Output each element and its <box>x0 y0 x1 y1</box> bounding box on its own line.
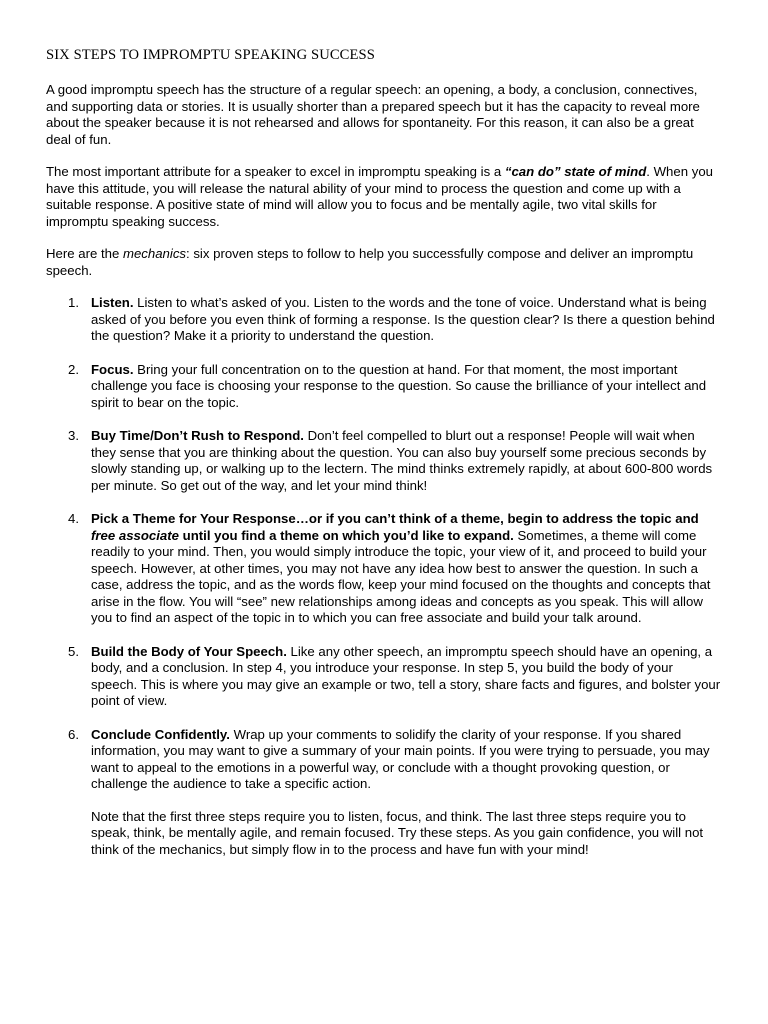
step-heading: Listen. <box>91 295 134 310</box>
intro-paragraph-2-text-start: The most important attribute for a speaker to excel in impromptu speaking is a <box>46 164 505 179</box>
intro-paragraph-3-text-start: Here are the <box>46 246 123 261</box>
step-heading-part-2: until you find a theme on which you’d like to expand. <box>178 527 514 543</box>
step-text <box>91 644 722 710</box>
step-body: Listen to what’s asked of you. Listen to the words and the tone of voice. Understand what is being asked of you before you even think of forming a response. Is the question clear? Is there a question behind the question? Make it a priority to understand the question. <box>91 295 715 343</box>
step-item-4 <box>46 511 722 627</box>
step-body: Don’t feel compelled to blurt out a response! People will wait when they sense that you are thinking about the question. You can also buy yourself some precious seconds by slowly standing up, or walking up to the lectern. The mind thinks extremely rapidly, at about 600-800 words per minute. So get out of the way, and let your mind think! <box>91 428 713 493</box>
step-item-2 <box>46 362 722 412</box>
step-body: Like any other speech, an impromptu speech should have an opening, a body, and a conclusion. In step 4, you introduce your response. In step 5, you build the body of your speech. This is where you may give an example or two, tell a story, share facts and figures, and bolster your point of view. <box>91 643 721 708</box>
step-item-6 <box>46 727 722 859</box>
step-number: 5. <box>68 643 79 659</box>
step-number: 6. <box>68 726 79 742</box>
step-heading: Buy Time/Don’t Rush to Respond. <box>91 428 304 443</box>
intro-paragraph-1-text: A good impromptu speech has the structure of a regular speech: an opening, a body, a conclusion, connectives, and supporting data or stories. It is usually shorter than a prepared speech but it has the capacity to reveal more about the speaker because it is not rehearsed and allows for spontaneity. For this reason, it can also be a great deal of fun. <box>46 82 700 147</box>
step-number: 4. <box>68 511 79 526</box>
step-text <box>91 428 722 494</box>
step-text <box>91 511 722 627</box>
document-page <box>46 46 722 875</box>
step-item-3 <box>46 428 722 494</box>
step-body: Wrap up your comments to solidify the clarity of your response. If you shared information, you may want to give a summary of your main points. If you were trying to persuade, you may want to appeal to the emotions in a powerful way, or conclude with a thought provoking question, or challenge the audience to take a specific action. <box>91 726 710 791</box>
document-title: SIX STEPS TO IMPROMPTU SPEAKING SUCCESS <box>46 47 375 63</box>
step-body: Sometimes, a theme will come readily to your mind. Then, you would simply introduce the topic, your view of it, and proceed to build your speech. However, at other times, you may not have any idea how best to answer the question. In such a case, address the topic, and as the words flow, keep your mind focused on the thoughts and concepts that arise in the flow. You will “see” new relationships among ideas and concepts as you speak. This will allow you to find an aspect of the topic in to which you can free associate and build your talk around. <box>91 527 711 625</box>
step-number: 1. <box>68 295 79 310</box>
step-heading-italic: free associate <box>91 527 179 543</box>
intro-emphasis-mechanics: mechanics <box>122 246 187 261</box>
step-text <box>91 362 722 412</box>
intro-paragraph-2 <box>46 164 722 230</box>
intro-emphasis-can-do: “can do” state of mind <box>504 164 647 179</box>
step-item-1 <box>46 295 722 345</box>
intro-paragraph-2-text-end: . When you have this attitude, you will release the natural ability of your mind to process the question and come up with a suitable response. A positive state of mind will allow you to focus and be mentally agile, two vital skills for impromptu speaking success. <box>46 164 713 229</box>
intro-paragraph-3 <box>46 246 722 279</box>
step-text <box>91 727 722 793</box>
intro-paragraph-1 <box>46 82 722 148</box>
steps-list <box>46 295 722 858</box>
step-heading: Focus. <box>91 361 134 377</box>
step-body: Bring your full concentration on to the question at hand. For that moment, the most important challenge you face is choosing your response to the question. So cause the brilliance of your intellect and spirit to bear on the topic. <box>91 361 707 410</box>
closing-note: Note that the first three steps require you to listen, focus, and think. The last three steps require you to speak, think, be mentally agile, and remain focused. Try these steps. As you gain confidence, you will not think of the mechanics, but simply flow in to the process and have fun with your mind! <box>91 808 704 857</box>
intro-paragraph-3-text-end: : six proven steps to follow to help you successfully compose and deliver an impromptu speech. <box>46 246 694 278</box>
step-heading: Build the Body of Your Speech. <box>91 643 287 659</box>
step-item-5 <box>46 644 722 710</box>
step-heading-part-1: Pick a Theme for Your Response…or if you can’t think of a theme, begin to address the topic and <box>91 511 699 526</box>
step-text <box>91 295 722 345</box>
step-heading: Conclude Confidently. <box>91 726 230 742</box>
step-number: 3. <box>68 428 79 443</box>
step-number: 2. <box>68 361 79 377</box>
